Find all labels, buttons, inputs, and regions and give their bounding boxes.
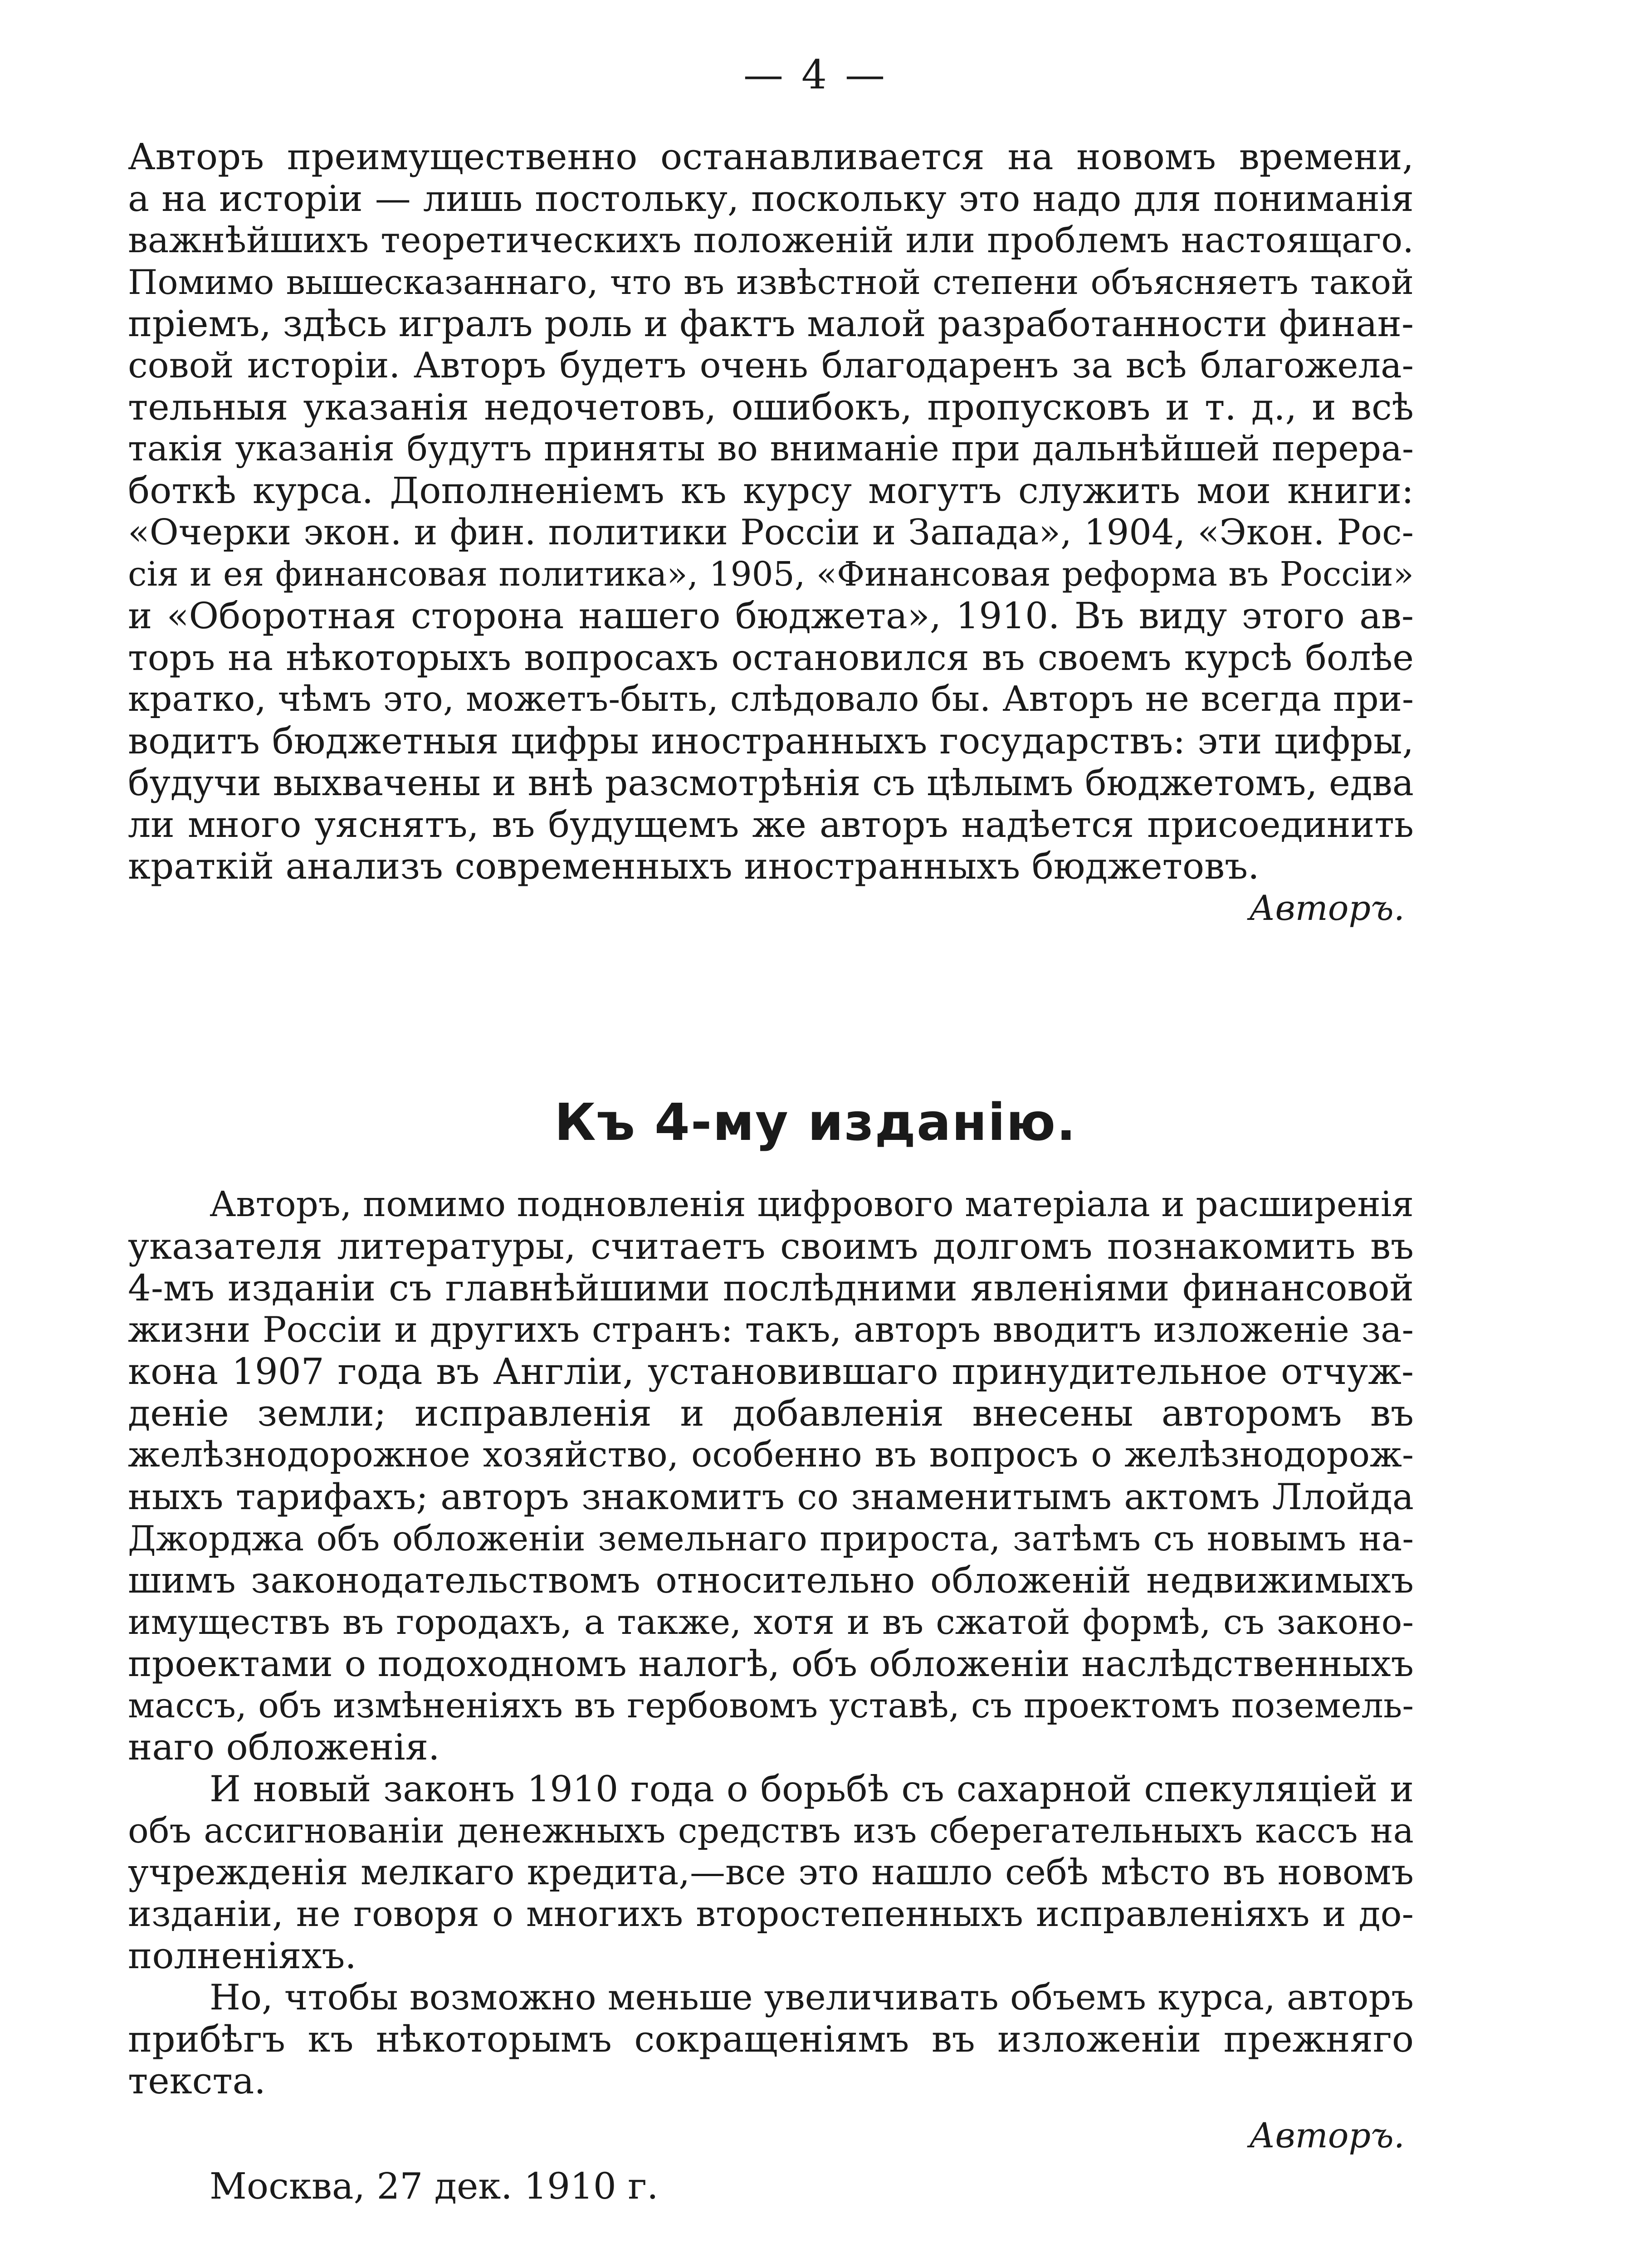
- text-line: ли много уяснятъ, въ будущемъ же авторъ надѣется присоединить: [128, 804, 1414, 846]
- text-line: ныхъ тарифахъ; авторъ знакомитъ со знаменитымъ актомъ Ллойда: [128, 1476, 1414, 1518]
- text-line: пріемъ, здѣсь игралъ роль и фактъ малой разработанности финан-: [128, 303, 1414, 345]
- text-line: массъ, объ измѣненіяхъ въ гербовомъ уставѣ, съ проектомъ поземель-: [128, 1685, 1414, 1725]
- text-line: важнѣйшихъ теоретическихъ положеній или проблемъ настоящаго.: [128, 220, 1414, 261]
- text-line: указателя литературы, считаетъ своимъ долгомъ познакомить въ: [128, 1226, 1414, 1267]
- text-line: тельныя указанія недочетовъ, ошибокъ, пропусковъ и т. д., и всѣ: [128, 386, 1414, 428]
- text-line: водитъ бюджетныя цифры иностранныхъ государствъ: эти цифры,: [128, 720, 1414, 762]
- section-heading: Къ 4-му изданію.: [554, 1093, 1077, 1152]
- text-line: жизни Россіи и другихъ странъ: такъ, авторъ вводитъ изложеніе за-: [128, 1310, 1414, 1350]
- text-line: сія и ея финансовая политика», 1905, «Финансовая реформа въ Россіи»: [128, 555, 1414, 594]
- text-line: боткѣ курса. Дополненіемъ къ курсу могутъ служить мои книги:: [128, 470, 1414, 512]
- fourth-edition-text: [128, 1184, 1414, 2207]
- text-line: Но, чтобы возможно меньше увеличивать объемъ курса, авторъ: [210, 1977, 1414, 2018]
- text-line: прибѣгъ къ нѣкоторымъ сокращеніямъ въ изложеніи прежняго: [128, 2019, 1414, 2060]
- text-line: Помимо вышесказаннаго, что въ извѣстной степени объясняетъ такой: [128, 262, 1414, 302]
- text-line: кратко, чѣмъ это, можетъ-быть, слѣдовало бы. Авторъ не всегда при-: [128, 679, 1414, 719]
- text-line: а на исторіи — лишь постольку, поскольку это надо для пониманія: [128, 178, 1414, 220]
- page-number: — 4 —: [743, 51, 888, 98]
- text-line: торъ на нѣкоторыхъ вопросахъ остановился въ своемъ курсѣ болѣе: [128, 637, 1414, 679]
- author-signature: Авторъ.: [1249, 888, 1405, 928]
- text-line: текста.: [128, 2060, 266, 2102]
- text-line: Джорджа объ обложеніи земельнаго прироста, затѣмъ съ новымъ на-: [128, 1518, 1414, 1559]
- text-line: такія указанія будутъ приняты во вниманіе при дальнѣйшей перера-: [128, 429, 1414, 469]
- text-line: учрежденія мелкаго кредита,—все это нашло себѣ мѣсто въ новомъ: [128, 1852, 1414, 1893]
- place-date: Москва, 27 дек. 1910 г.: [210, 2165, 659, 2207]
- text-line: имуществъ въ городахъ, а также, хотя и въ сжатой формѣ, съ законо-: [128, 1602, 1414, 1642]
- text-line: 4-мъ изданіи съ главнѣйшими послѣдними явленіями финансовой: [128, 1267, 1414, 1309]
- text-line: полненіяхъ.: [128, 1935, 356, 1977]
- text-line: объ ассигнованіи денежныхъ средствъ изъ сберегательныхъ кассъ на: [128, 1810, 1414, 1851]
- text-line: желѣзнодорожное хозяйство, особенно въ вопросъ о желѣзнодорож-: [128, 1435, 1414, 1475]
- text-line: Авторъ, помимо подновленія цифрового матеріала и расширенія: [210, 1184, 1414, 1225]
- text-line: наго обложенія.: [128, 1726, 440, 1768]
- text-line: изданіи, не говоря о многихъ второстепенныхъ исправленіяхъ и до-: [128, 1894, 1414, 1935]
- text-line: и «Оборотная сторона нашего бюджета», 1910. Въ виду этого ав-: [128, 595, 1414, 637]
- text-line: совой исторіи. Авторъ будетъ очень благодаренъ за всѣ благожела-: [128, 345, 1414, 386]
- text-line: шимъ законодательствомъ относительно обложеній недвижимыхъ: [128, 1559, 1414, 1601]
- text-line: И новый законъ 1910 года о борьбѣ съ сахарной спекуляціей и: [210, 1768, 1414, 1810]
- text-line: деніе земли; исправленія и добавленія внесены авторомъ въ: [128, 1393, 1414, 1434]
- preface-text: [128, 136, 1414, 929]
- text-line: «Очерки экон. и фин. политики Россіи и Запада», 1904, «Экон. Рос-: [128, 512, 1414, 553]
- author-signature: Авторъ.: [1249, 2115, 1405, 2156]
- text-line: кона 1907 года въ Англіи, установившаго принудительное отчуж-: [128, 1351, 1414, 1393]
- text-line: краткій анализъ современныхъ иностранныхъ бюджетовъ.: [128, 846, 1260, 887]
- text-line: Авторъ преимущественно останавливается на новомъ времени,: [128, 136, 1414, 178]
- text-line: проектами о подоходномъ налогѣ, объ обложеніи наслѣдственныхъ: [128, 1643, 1414, 1685]
- text-line: будучи выхвачены и внѣ разсмотрѣнія съ цѣлымъ бюджетомъ, едва: [128, 762, 1414, 804]
